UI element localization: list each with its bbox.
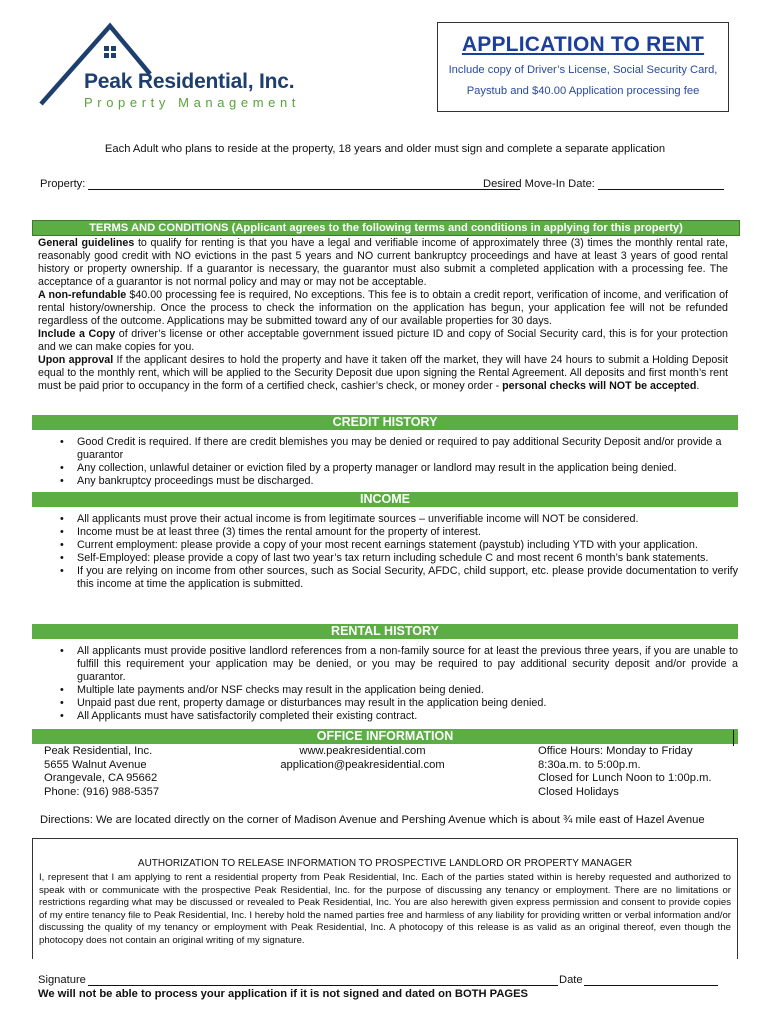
terms-end: .: [696, 380, 700, 392]
property-label: Property:: [40, 178, 86, 190]
terms-text-2: $40.00 processing fee is required, No exceptions. This fee is to obtain a credit report, verification of income, and verification of rental history/ownership. Once the process to check the information on the application has begun, your application fee will not be refunded regardless of the outcome. Applications may be submitted toward any of our available properties for 30 days.: [38, 289, 728, 327]
signature-field[interactable]: [88, 985, 558, 986]
hours-line: Closed for Lunch Noon to 1:00p.m.: [538, 772, 712, 785]
list-item: • If you are relying on income from other sources, such as Social Security, AFDC, child support, etc. please provide documentation to verify this income at time the application is submitted.: [32, 565, 738, 591]
hours-line: Office Hours: Monday to Friday: [538, 745, 693, 757]
office-header: OFFICE INFORMATION: [32, 729, 738, 744]
list-item: • All applicants must provide positive landlord references from a non-family source for at least the previous three years, if you are unable to fulfill this requirement your application may be denied, or you may be required to pay additional security deposit and/or provide a guarantor.: [32, 645, 738, 684]
hours-line: Closed Holidays: [538, 785, 619, 798]
title-box: [437, 22, 729, 112]
list-item: • Good Credit is required. If there are credit blemishes you may be denied or required to pay additional Security Deposit and/or provide a guarantor: [32, 436, 738, 462]
rental-section: [32, 624, 738, 723]
property-field[interactable]: [88, 189, 520, 190]
list-item: • Any collection, unlawful detainer or eviction filed by a property manager or landlord may result in the application being denied.: [32, 462, 738, 475]
terms-text-3: of driver’s license or other acceptable government issued picture ID and copy of Social Security card, this is for your protection and we can make copies for you.: [38, 328, 728, 353]
signature-label: Signature: [38, 974, 86, 986]
property-row: [40, 178, 730, 194]
terms-text-4: If the applicant desires to hold the property and have it taken off the market, they will have 24 hours to submit a Holding Deposit equal to the monthly rent, which will be applied to the Security Deposit due upon signing the Rental Agreement. All deposits and first month’s rent must be paid prior to occupancy in the form of a certified check, cashier’s check, or money order -: [38, 354, 728, 392]
terms-body: [38, 237, 728, 393]
margin-mark: [733, 730, 734, 746]
movein-field[interactable]: [598, 189, 724, 190]
office-phone: Phone: (916) 988-5357: [44, 785, 160, 798]
income-header: INCOME: [32, 492, 738, 507]
movein-label: Desired Move-In Date:: [483, 178, 595, 190]
credit-section: [32, 415, 738, 488]
credit-header: CREDIT HISTORY: [32, 415, 738, 430]
rental-header: RENTAL HISTORY: [32, 624, 738, 639]
logo-subtitle: Property Management: [84, 95, 301, 110]
office-hours: [538, 745, 712, 799]
title-note-1: Include copy of Driver’s License, Social Security Card,: [448, 64, 718, 76]
directions-text: Directions: We are located directly on the corner of Madison Avenue and Pershing Avenue which is about ¾ mile east of Hazel Avenue: [40, 814, 705, 826]
title-note-2: Paystub and $40.00 Application processing fee: [466, 85, 700, 97]
date-field[interactable]: [584, 985, 718, 986]
list-item: • Unpaid past due rent, property damage or disturbances may result in the application being denied.: [32, 697, 738, 710]
credit-list: [32, 436, 738, 488]
logo-company-name: Peak Residential, Inc.: [84, 70, 295, 93]
income-section: [32, 492, 738, 591]
email-link[interactable]: application@peakresidential.com: [280, 758, 445, 771]
office-city: Orangevale, CA 95662: [44, 772, 158, 785]
terms-lead-3: Include a Copy: [38, 328, 116, 340]
office-name: Peak Residential, Inc.: [44, 745, 153, 757]
intro-text: Each Adult who plans to reside at the property, 18 years and older must sign and complete a separate application: [104, 143, 666, 155]
terms-lead-1: General guidelines: [38, 237, 135, 249]
page-title: APPLICATION TO RENT: [461, 33, 705, 56]
logo-window-icon: [104, 46, 109, 51]
authorization-box: [32, 838, 738, 959]
terms-text-1: to qualify for renting is that you have a legal and verifiable income of approximately three (3) times the monthly rental rate, reasonably good credit with NO evictions in the past 5 years and NO current bankruptcy proceedings and have at least 3 years of good rental history or property ownership. If a guarantor is necessary, the guarantor must also submit a completed application with a processing fee. The acceptance of a guarantor is not normal policy and may or may not be acceptable.: [38, 237, 728, 288]
date-label: Date: [559, 974, 583, 986]
income-list: [32, 513, 738, 591]
office-address: [44, 745, 159, 799]
terms-lead-2: A non-refundable: [38, 289, 127, 301]
list-item: • Multiple late payments and/or NSF checks may result in the application being denied.: [32, 684, 738, 697]
rental-list: [32, 645, 738, 723]
list-item: • All applicants must prove their actual income is from legitimate sources – unverifiable income will NOT be considered.: [32, 513, 738, 526]
terms-warning: personal checks will NOT be accepted: [502, 380, 697, 392]
website-link[interactable]: www.peakresidential.com: [299, 745, 426, 757]
list-item: • Self-Employed: please provide a copy of last two year’s tax return including schedule C and most recent 6 month’s bank statements.: [32, 552, 738, 565]
list-item: • Current employment: please provide a copy of your most recent earnings statement (paystub) including YTD with your application.: [32, 539, 738, 552]
footer-warning: We will not be able to process your application if it is not signed and dated on BOTH PAGES: [38, 988, 529, 1000]
authorization-body: I, represent that I am applying to rent a residential property from Peak Residential, Inc. Each of the parties stated within is hereby requested and authorized to speak with or communicate with the prospective Peak Residential, Inc. for the purpose of discussing any tenancy or employment. There are no limitations or restrictions regarding what may be discussed or revealed to Peak Residential, Inc. You are also herewith given express permission and consent to provide copies of my entire tenancy file to Peak Residential, Inc. I hereby hold the named parties free and harmless of any liability for providing written or verbal information and/or discussing the quality of my tenancy or employment with Peak Residential, Inc. A photocopy of this release is as valid as an original thereof, even though the photocopy does not contain an original writing of my signature.: [39, 872, 731, 946]
authorization-header: AUTHORIZATION TO RELEASE INFORMATION TO PROSPECTIVE LANDLORD OR PROPERTY MANAGER: [137, 858, 633, 869]
terms-lead-4: Upon approval: [38, 354, 114, 366]
office-contact: [280, 745, 445, 772]
list-item: • Income must be at least three (3) times the rental amount for the property of interest.: [32, 526, 738, 539]
office-street: 5655 Walnut Avenue: [44, 758, 147, 771]
hours-line: 8:30a.m. to 5:00p.m.: [538, 758, 641, 771]
terms-header: TERMS AND CONDITIONS (Applicant agrees to the following terms and conditions in applying for this property): [32, 220, 740, 236]
list-item: • Any bankruptcy proceedings must be discharged.: [32, 475, 738, 488]
list-item: • All Applicants must have satisfactorily completed their existing contract.: [32, 710, 738, 723]
